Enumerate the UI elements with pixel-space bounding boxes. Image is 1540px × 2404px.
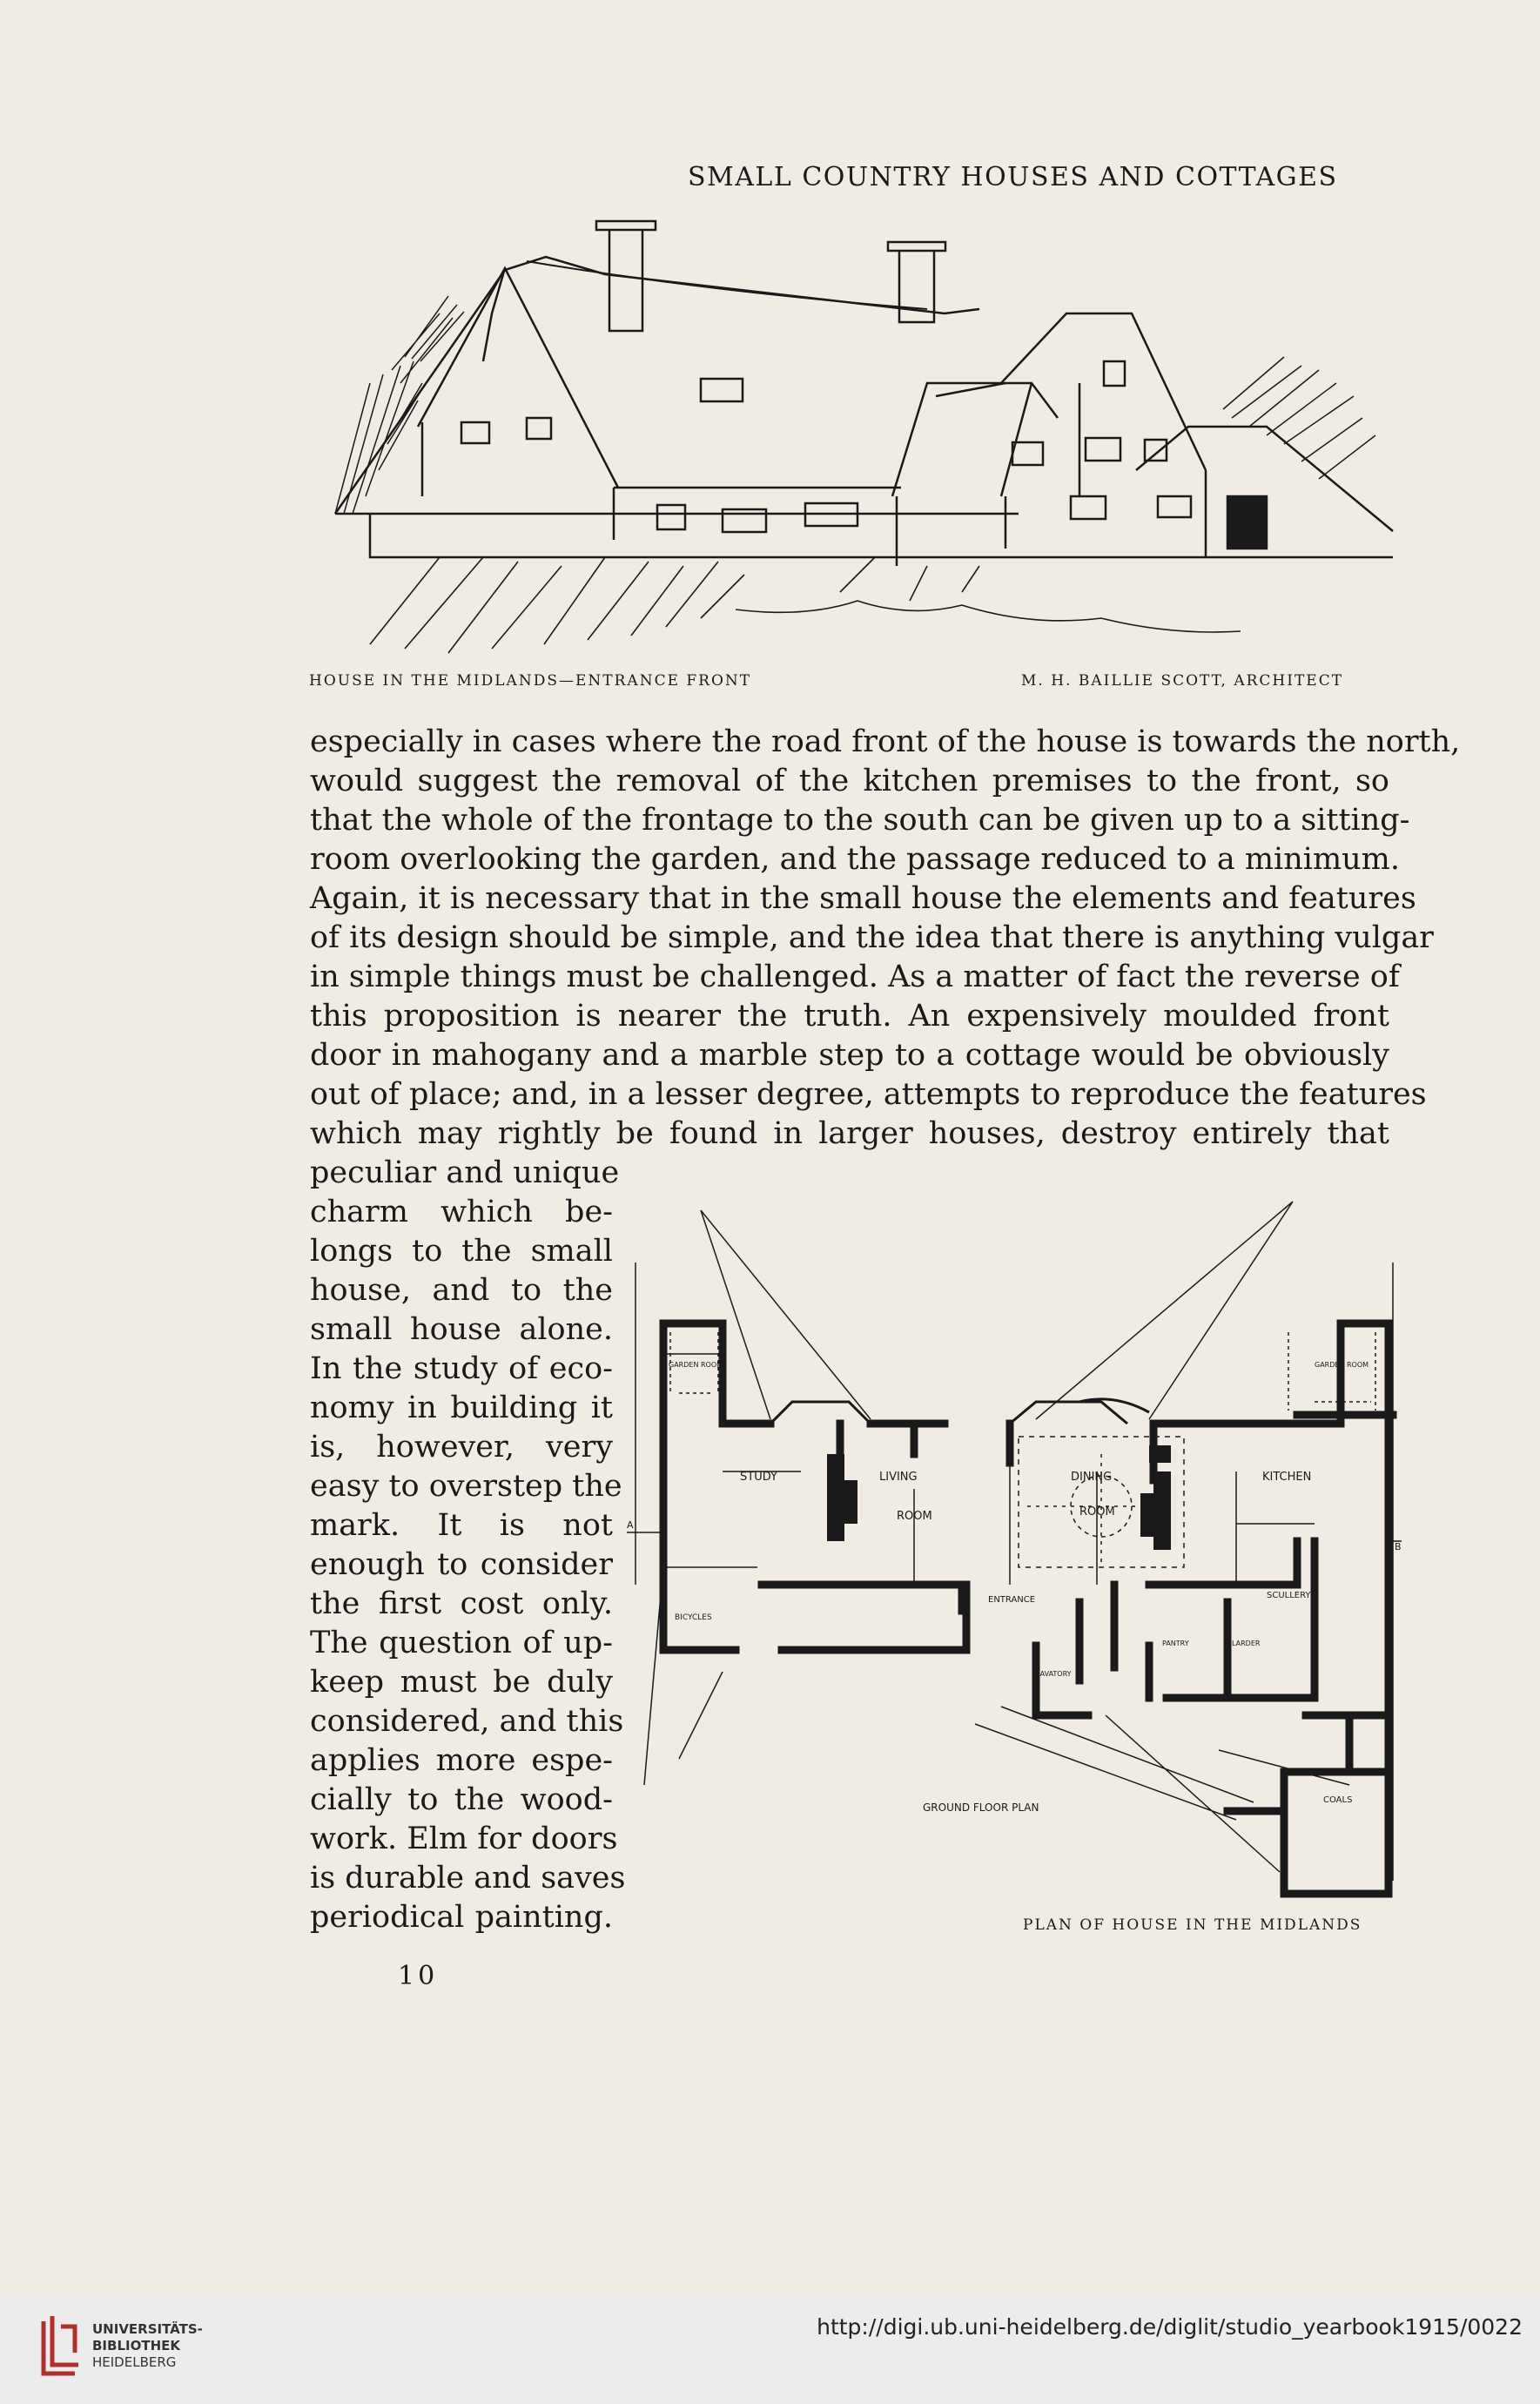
body-line: this proposition is nearer the truth. An expensively moulded front [310, 999, 1389, 1034]
plan-label-pantry: PANTRY [1162, 1640, 1189, 1647]
body-line: charm which be- [310, 1195, 613, 1229]
body-line: in simple things must be challenged. As a matter of fact the reverse of [310, 960, 1400, 994]
body-line: periodical painting. [310, 1900, 613, 1935]
body-line: which may rightly be found in larger houses, destroy entirely that [310, 1116, 1389, 1151]
plan-label-entrance: ENTRANCE [988, 1595, 1036, 1605]
plan-label-scullery: SCULLERY [1267, 1591, 1311, 1600]
plan-label-living-room: ROOM [897, 1510, 932, 1523]
ground-floor-plan-drawing [627, 1193, 1406, 1907]
body-line: is, however, very [310, 1430, 613, 1465]
body-line: would suggest the removal of the kitchen premises to the front, so [310, 764, 1389, 798]
body-line: mark. It is not [310, 1508, 613, 1543]
body-line: house, and to the [310, 1273, 613, 1308]
page-number: 10 [398, 1961, 439, 1991]
source-url-link[interactable]: http://digi.ub.uni-heidelberg.de/diglit/studio_yearbook1915/0022 [817, 2314, 1523, 2340]
plan-marker-b: B [1395, 1541, 1402, 1552]
library-city: HEIDELBERG [92, 2354, 177, 2370]
library-name [92, 2321, 203, 2354]
body-line: the first cost only. [310, 1586, 613, 1621]
illustration-caption: HOUSE IN THE MIDLANDS—ENTRANCE FRONT [309, 672, 752, 690]
body-line: that the whole of the frontage to the south can be given up to a sitting- [310, 803, 1410, 838]
body-line: small house alone. [310, 1312, 613, 1347]
body-line: enough to consider [310, 1547, 613, 1582]
architect-credit: M. H. BAILLIE SCOTT, ARCHITECT [1021, 672, 1344, 690]
plan-label-larder: LARDER [1232, 1640, 1261, 1647]
plan-label-kitchen: KITCHEN [1262, 1471, 1312, 1484]
running-title: SMALL COUNTRY HOUSES AND COTTAGES [688, 162, 1338, 192]
plan-label-dining: DINING [1071, 1471, 1113, 1484]
plan-label-living: LIVING [879, 1471, 918, 1484]
body-line: especially in cases where the road front of the house is towards the north, [310, 724, 1461, 759]
plan-label-coals: COALS [1323, 1795, 1353, 1805]
body-line: easy to overstep the [310, 1469, 622, 1504]
plan-label-lavatory: LAVATORY [1036, 1670, 1072, 1678]
plan-label-ground-floor: GROUND FLOOR PLAN [923, 1801, 1039, 1814]
body-line: keep must be duly [310, 1665, 613, 1700]
body-line: The question of up- [310, 1626, 613, 1660]
plan-label-garden-room-right: GARDEN ROOM [1315, 1361, 1369, 1369]
body-line: nomy in building it [310, 1391, 613, 1425]
body-line: out of place; and, in a lesser degree, attempts to reproduce the features [310, 1077, 1427, 1112]
body-line: Again, it is necessary that in the small house the elements and features [310, 881, 1416, 916]
library-name-line: UNIVERSITÄTS- [92, 2321, 203, 2337]
body-line: longs to the small [310, 1234, 613, 1269]
body-line: applies more espe- [310, 1743, 613, 1778]
body-line: peculiar and unique [310, 1155, 620, 1190]
digitization-footer [0, 2295, 1540, 2404]
house-sketch-illustration [318, 209, 1415, 657]
plan-label-garden-room-left: GARDEN ROOM [669, 1361, 723, 1369]
body-line: considered, and this [310, 1704, 624, 1739]
plan-label-bicycles: BICYCLES [675, 1613, 712, 1622]
body-line: In the study of eco- [310, 1351, 613, 1386]
plan-label-dining-room: ROOM [1079, 1505, 1115, 1518]
body-line: work. Elm for doors [310, 1822, 618, 1856]
body-line: room overlooking the garden, and the passage reduced to a minimum. [310, 842, 1400, 877]
plan-label-study: STUDY [740, 1471, 777, 1484]
library-logo-icon [37, 2313, 82, 2382]
body-line: door in mahogany and a marble step to a cottage would be obviously [310, 1038, 1389, 1073]
plan-marker-a: A [627, 1519, 634, 1531]
body-line: of its design should be simple, and the idea that there is anything vulgar [310, 920, 1434, 955]
plan-caption: PLAN OF HOUSE IN THE MIDLANDS [1023, 1916, 1362, 1934]
body-line: is durable and saves [310, 1861, 626, 1896]
body-line: cially to the wood- [310, 1782, 613, 1817]
library-name-line: BIBLIOTHEK [92, 2338, 180, 2353]
